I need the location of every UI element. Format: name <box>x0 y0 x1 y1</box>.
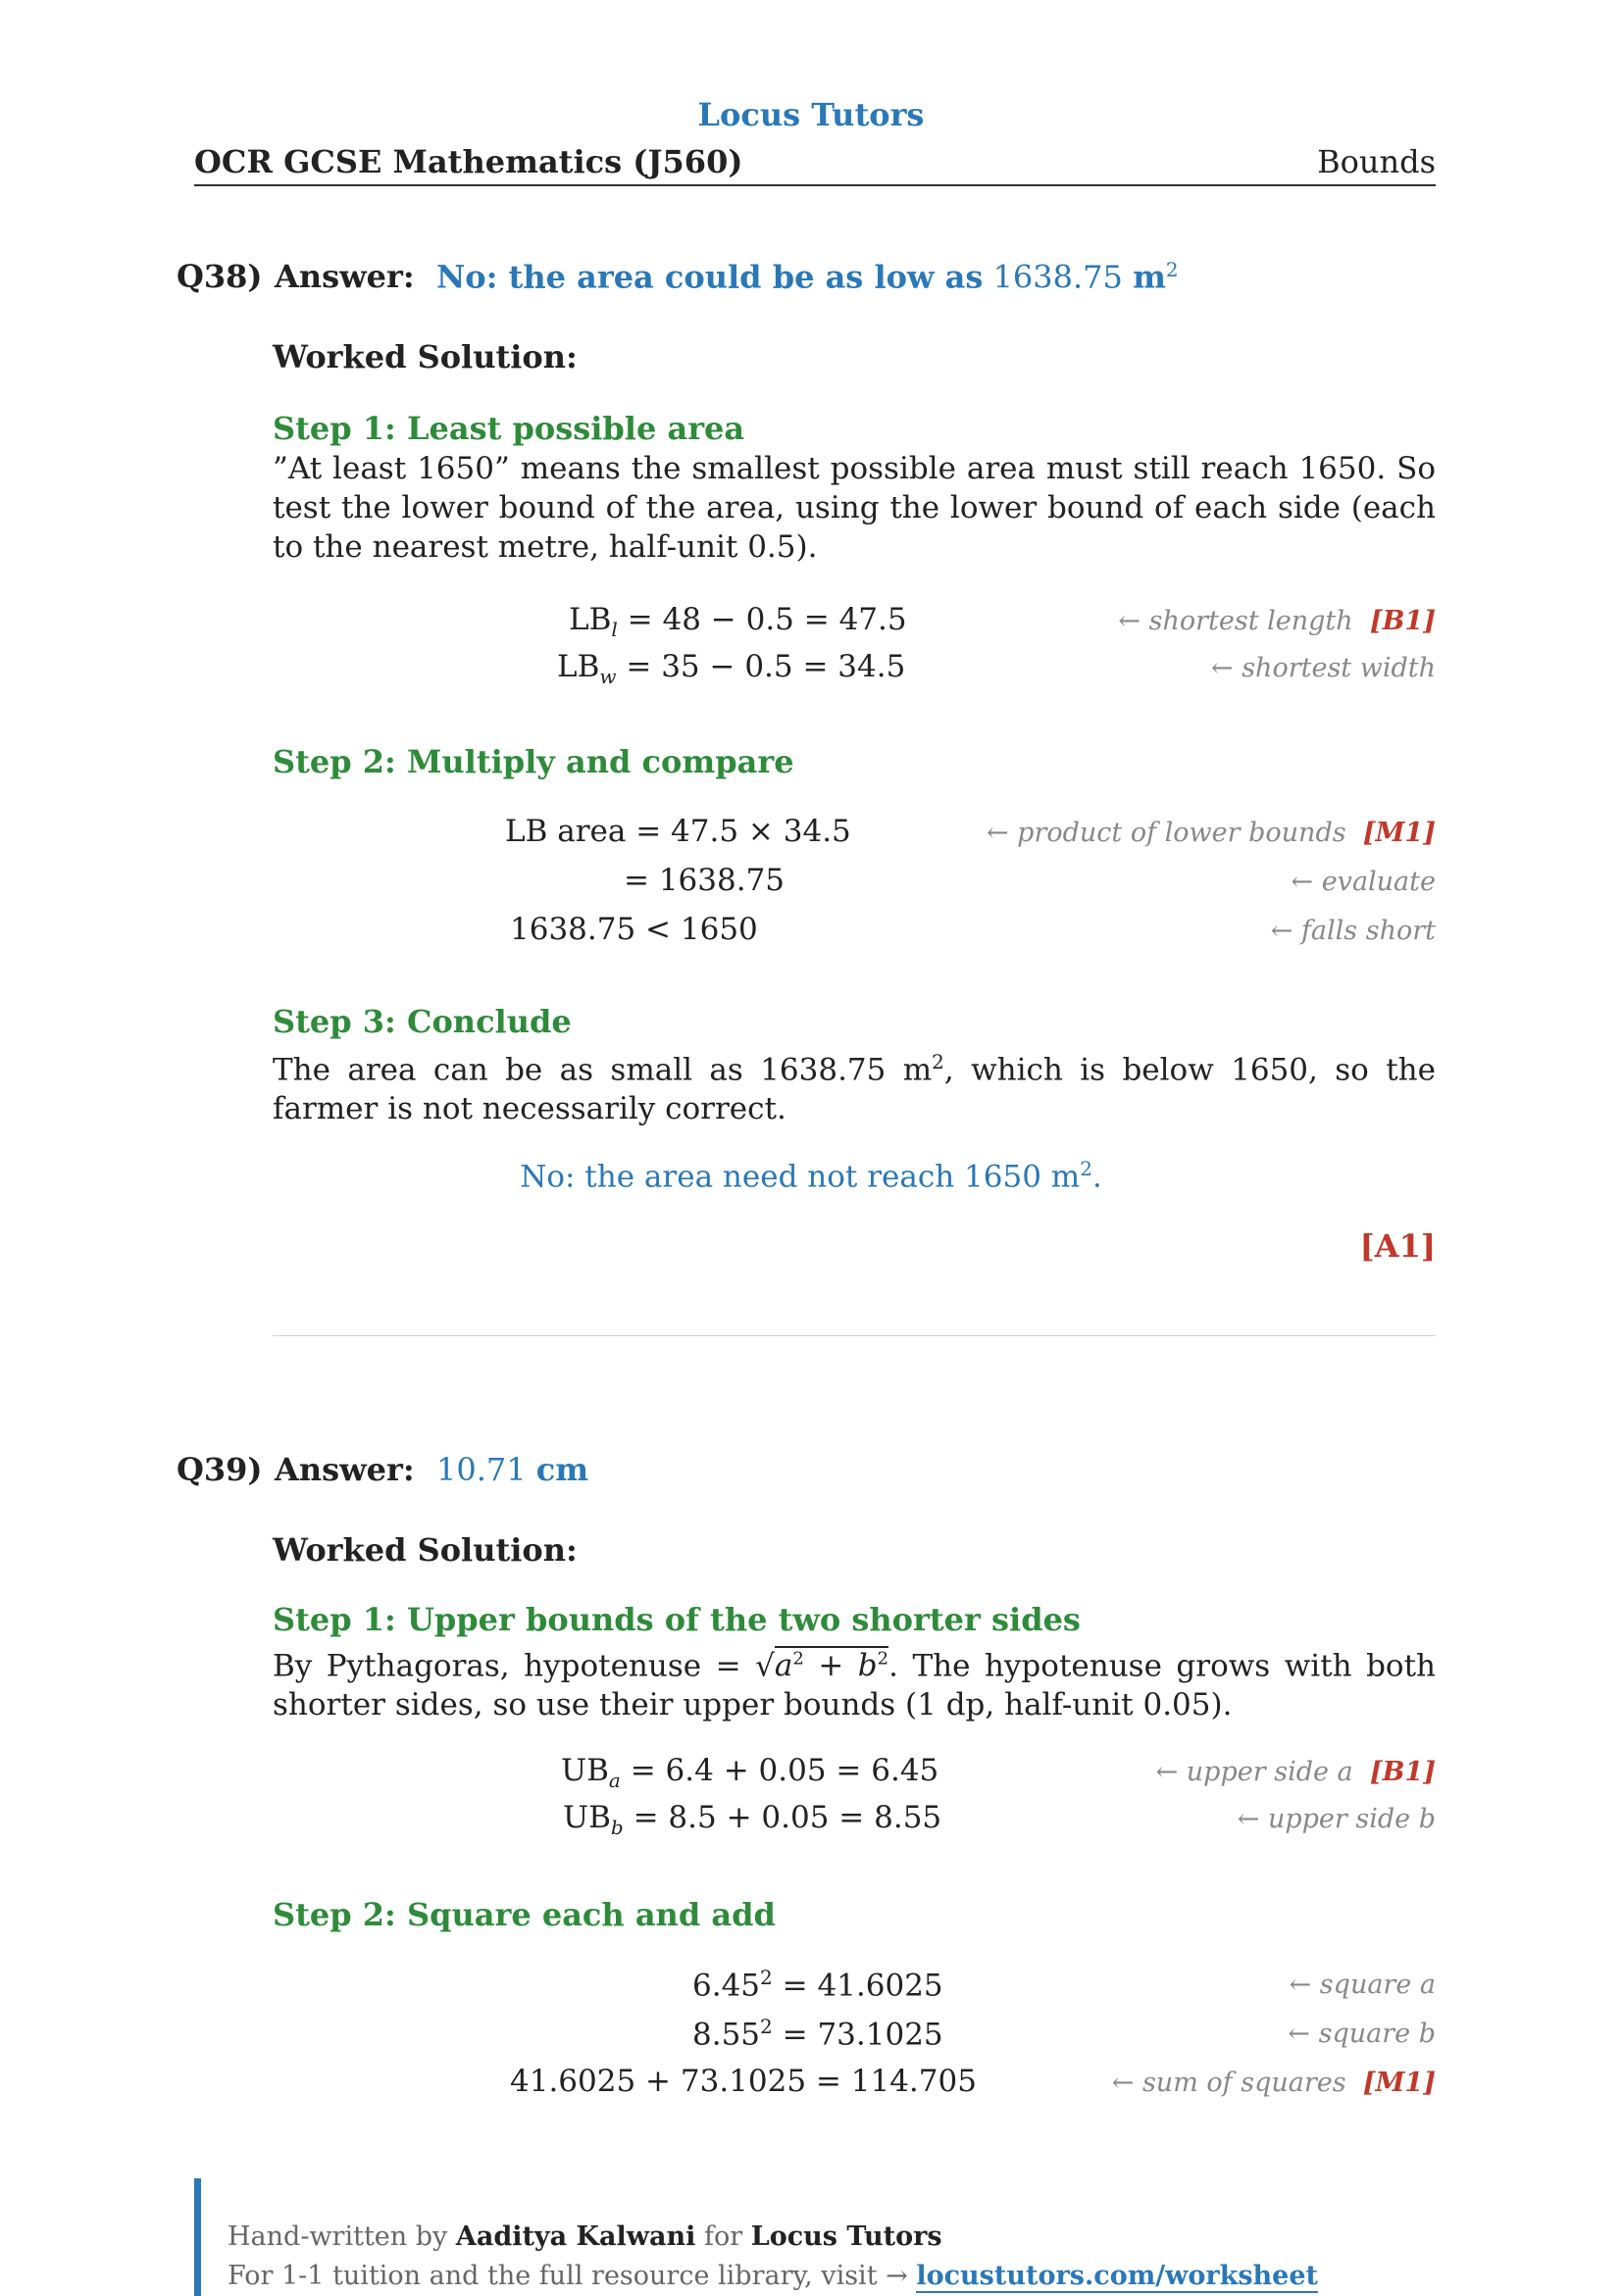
q39-label: Q39) <box>177 1451 263 1488</box>
q39-eq2-note: ← upper side b <box>1237 1804 1436 1834</box>
footer-visit-text: For 1-1 tuition and the full resource library, visit → <box>228 2261 908 2291</box>
q38-eq3-note: ← product of lower bounds <box>986 818 1346 848</box>
q39-eq4-rhs: = 73.1025 <box>782 2017 943 2053</box>
q38-conclusion-b: . <box>1091 1159 1102 1195</box>
q39-step1-text-b: . The hypotenuse grows with both shorter sides, so use their upper bounds (1 dp, half-unit 0.05). <box>273 1648 1437 1723</box>
q39-eq2-sub: b <box>610 1816 624 1840</box>
q38-eq2-rhs: = 35 − 0.5 = 34.5 <box>626 649 906 684</box>
q39-eq3-note: ← square a <box>1289 1970 1436 2000</box>
q38-worked-label: Worked Solution: <box>273 338 578 375</box>
q38-step1-title: Step 1: Least possible area <box>273 410 745 447</box>
footer-text-b: for <box>703 2221 743 2252</box>
q38-step3-text-a: The area can be as small as 1638.75 m <box>273 1052 933 1088</box>
q39-eq1 <box>561 1753 938 1792</box>
q38-eq2-sub: w <box>599 665 617 689</box>
q39-eq2-rhs: = 8.5 + 0.05 = 8.55 <box>633 1800 942 1835</box>
q39-eq2-lhs: UB <box>563 1800 611 1835</box>
q38-step3-text: The area can be as small as 1638.75 $m^2$, which is below 1650, so the farmer is not necessarily correct. <box>273 1050 1436 1127</box>
q38-eq2-lhs: LB <box>557 649 600 684</box>
footer-line-1 <box>228 2221 942 2252</box>
q38-eq1-sub: l <box>611 618 618 642</box>
q38-eq5-note: ← falls short <box>1270 916 1436 946</box>
q38-step3-text-b: , which is below 1650, so the farmer is not necessarily correct. <box>273 1052 1436 1127</box>
question-separator <box>273 1335 1436 1336</box>
q39-eq5-note: ← sum of squares <box>1111 2068 1346 2098</box>
header-rule <box>194 184 1436 186</box>
q39-step2-title: Step 2: Square each and add <box>273 1896 776 1933</box>
q39-eq1-annotation <box>1156 1757 1436 1787</box>
q39-eq4: 8.55$^2$ = 73.1025 <box>692 2015 943 2053</box>
q39-eq3-base: 6.45 <box>692 1968 761 2004</box>
q38-eq1-mark: [B1] <box>1369 606 1436 636</box>
q39-eq5-mark: [M1] <box>1362 2068 1436 2098</box>
q39-answer <box>436 1451 588 1488</box>
q38-conclusion: No: the area need not reach 1650 $m^2$. <box>520 1157 1102 1195</box>
q39-step1-title: Step 1: Upper bounds of the two shorter sides <box>273 1601 1081 1638</box>
q38-answer-value: 1638.75 <box>992 258 1123 296</box>
q38-eq5: 1638.75 < 1650 <box>510 912 758 947</box>
q38-conclusion-a: No: the area need not reach 1650 m <box>520 1159 1081 1195</box>
sqrt-expression: $√a^2 + b^2$ <box>755 1648 889 1684</box>
q38-eq1 <box>569 602 907 641</box>
q38-eq2-note: ← shortest width <box>1211 653 1436 683</box>
q38-label: Q38) <box>177 258 263 295</box>
q38-eq2 <box>557 649 905 688</box>
q38-eq1-lhs: LB <box>569 602 612 637</box>
brand-title: Locus Tutors <box>697 96 925 133</box>
q39-step1-text <box>273 1640 1436 1724</box>
q39-eq1-note: ← upper side a <box>1155 1757 1353 1787</box>
footer-line-2 <box>228 2261 1318 2291</box>
q39-eq4-note: ← square b <box>1288 2019 1436 2049</box>
footer-accent-bar <box>194 2178 201 2296</box>
q38-answer: No: the area could be as low as 1638.75 $m^2$ <box>436 258 1179 296</box>
q39-eq3-rhs: = 41.6025 <box>782 1968 943 2004</box>
q39-eq5-annotation <box>1112 2068 1436 2098</box>
q39-eq4-base: 8.55 <box>692 2017 761 2053</box>
q38-eq3-rhs: = 47.5 × 34.5 <box>635 814 851 849</box>
q39-eq2 <box>563 1800 941 1839</box>
q38-eq4: = 1638.75 <box>624 863 786 898</box>
q38-eq3-annotation <box>987 818 1436 848</box>
q38-step3-title: Step 3: Conclude <box>273 1003 572 1040</box>
footer-link[interactable]: locustutors.com/worksheet <box>916 2261 1319 2291</box>
q38-eq3-lhs: LB area <box>505 814 627 849</box>
q38-answer-label: Answer: <box>275 258 415 295</box>
q38-answer-unit: m <box>1133 258 1166 296</box>
q38-final-mark: [A1] <box>1359 1227 1436 1265</box>
topic-title: Bounds <box>1317 143 1436 180</box>
q39-worked-label: Worked Solution: <box>273 1531 578 1569</box>
q39-eq1-lhs: UB <box>561 1753 609 1788</box>
q38-eq1-annotation <box>1118 606 1436 636</box>
q39-answer-value: 10.71 <box>436 1451 527 1488</box>
q38-eq1-rhs: = 48 − 0.5 = 47.5 <box>627 602 907 637</box>
q38-eq3-mark: [M1] <box>1362 818 1436 848</box>
footer-text-a: Hand-written by <box>228 2221 448 2252</box>
q38-answer-text: No: the area could be as low as <box>436 258 984 296</box>
footer-author: Aaditya Kalwani <box>455 2221 696 2252</box>
q38-step2-title: Step 2: Multiply and compare <box>273 743 794 780</box>
q39-answer-label: Answer: <box>275 1451 415 1488</box>
q38-eq4-note: ← evaluate <box>1291 867 1436 897</box>
q38-step1-text: ”At least 1650” means the smallest possible area must still reach 1650. So test the lower bound of the area, using the lower bound of each side (each to the nearest metre, half-unit 0.5). <box>273 451 1436 565</box>
q39-eq3: 6.45$^2$ = 41.6025 <box>692 1966 943 2004</box>
q39-eq1-mark: [B1] <box>1369 1757 1436 1787</box>
q39-eq5: 41.6025 + 73.1025 = 114.705 <box>510 2064 977 2099</box>
q39-eq1-sub: a <box>608 1769 621 1793</box>
q39-eq1-rhs: = 6.4 + 0.05 = 6.45 <box>630 1753 939 1788</box>
footer-brand: Locus Tutors <box>750 2221 942 2252</box>
q38-eq1-note: ← shortest length <box>1118 606 1353 636</box>
q38-eq3 <box>505 814 851 849</box>
course-title: OCR GCSE Mathematics (J560) <box>194 143 743 180</box>
q39-step1-text-a: By Pythagoras, hypotenuse = <box>273 1648 741 1684</box>
q39-answer-unit: cm <box>535 1451 589 1488</box>
